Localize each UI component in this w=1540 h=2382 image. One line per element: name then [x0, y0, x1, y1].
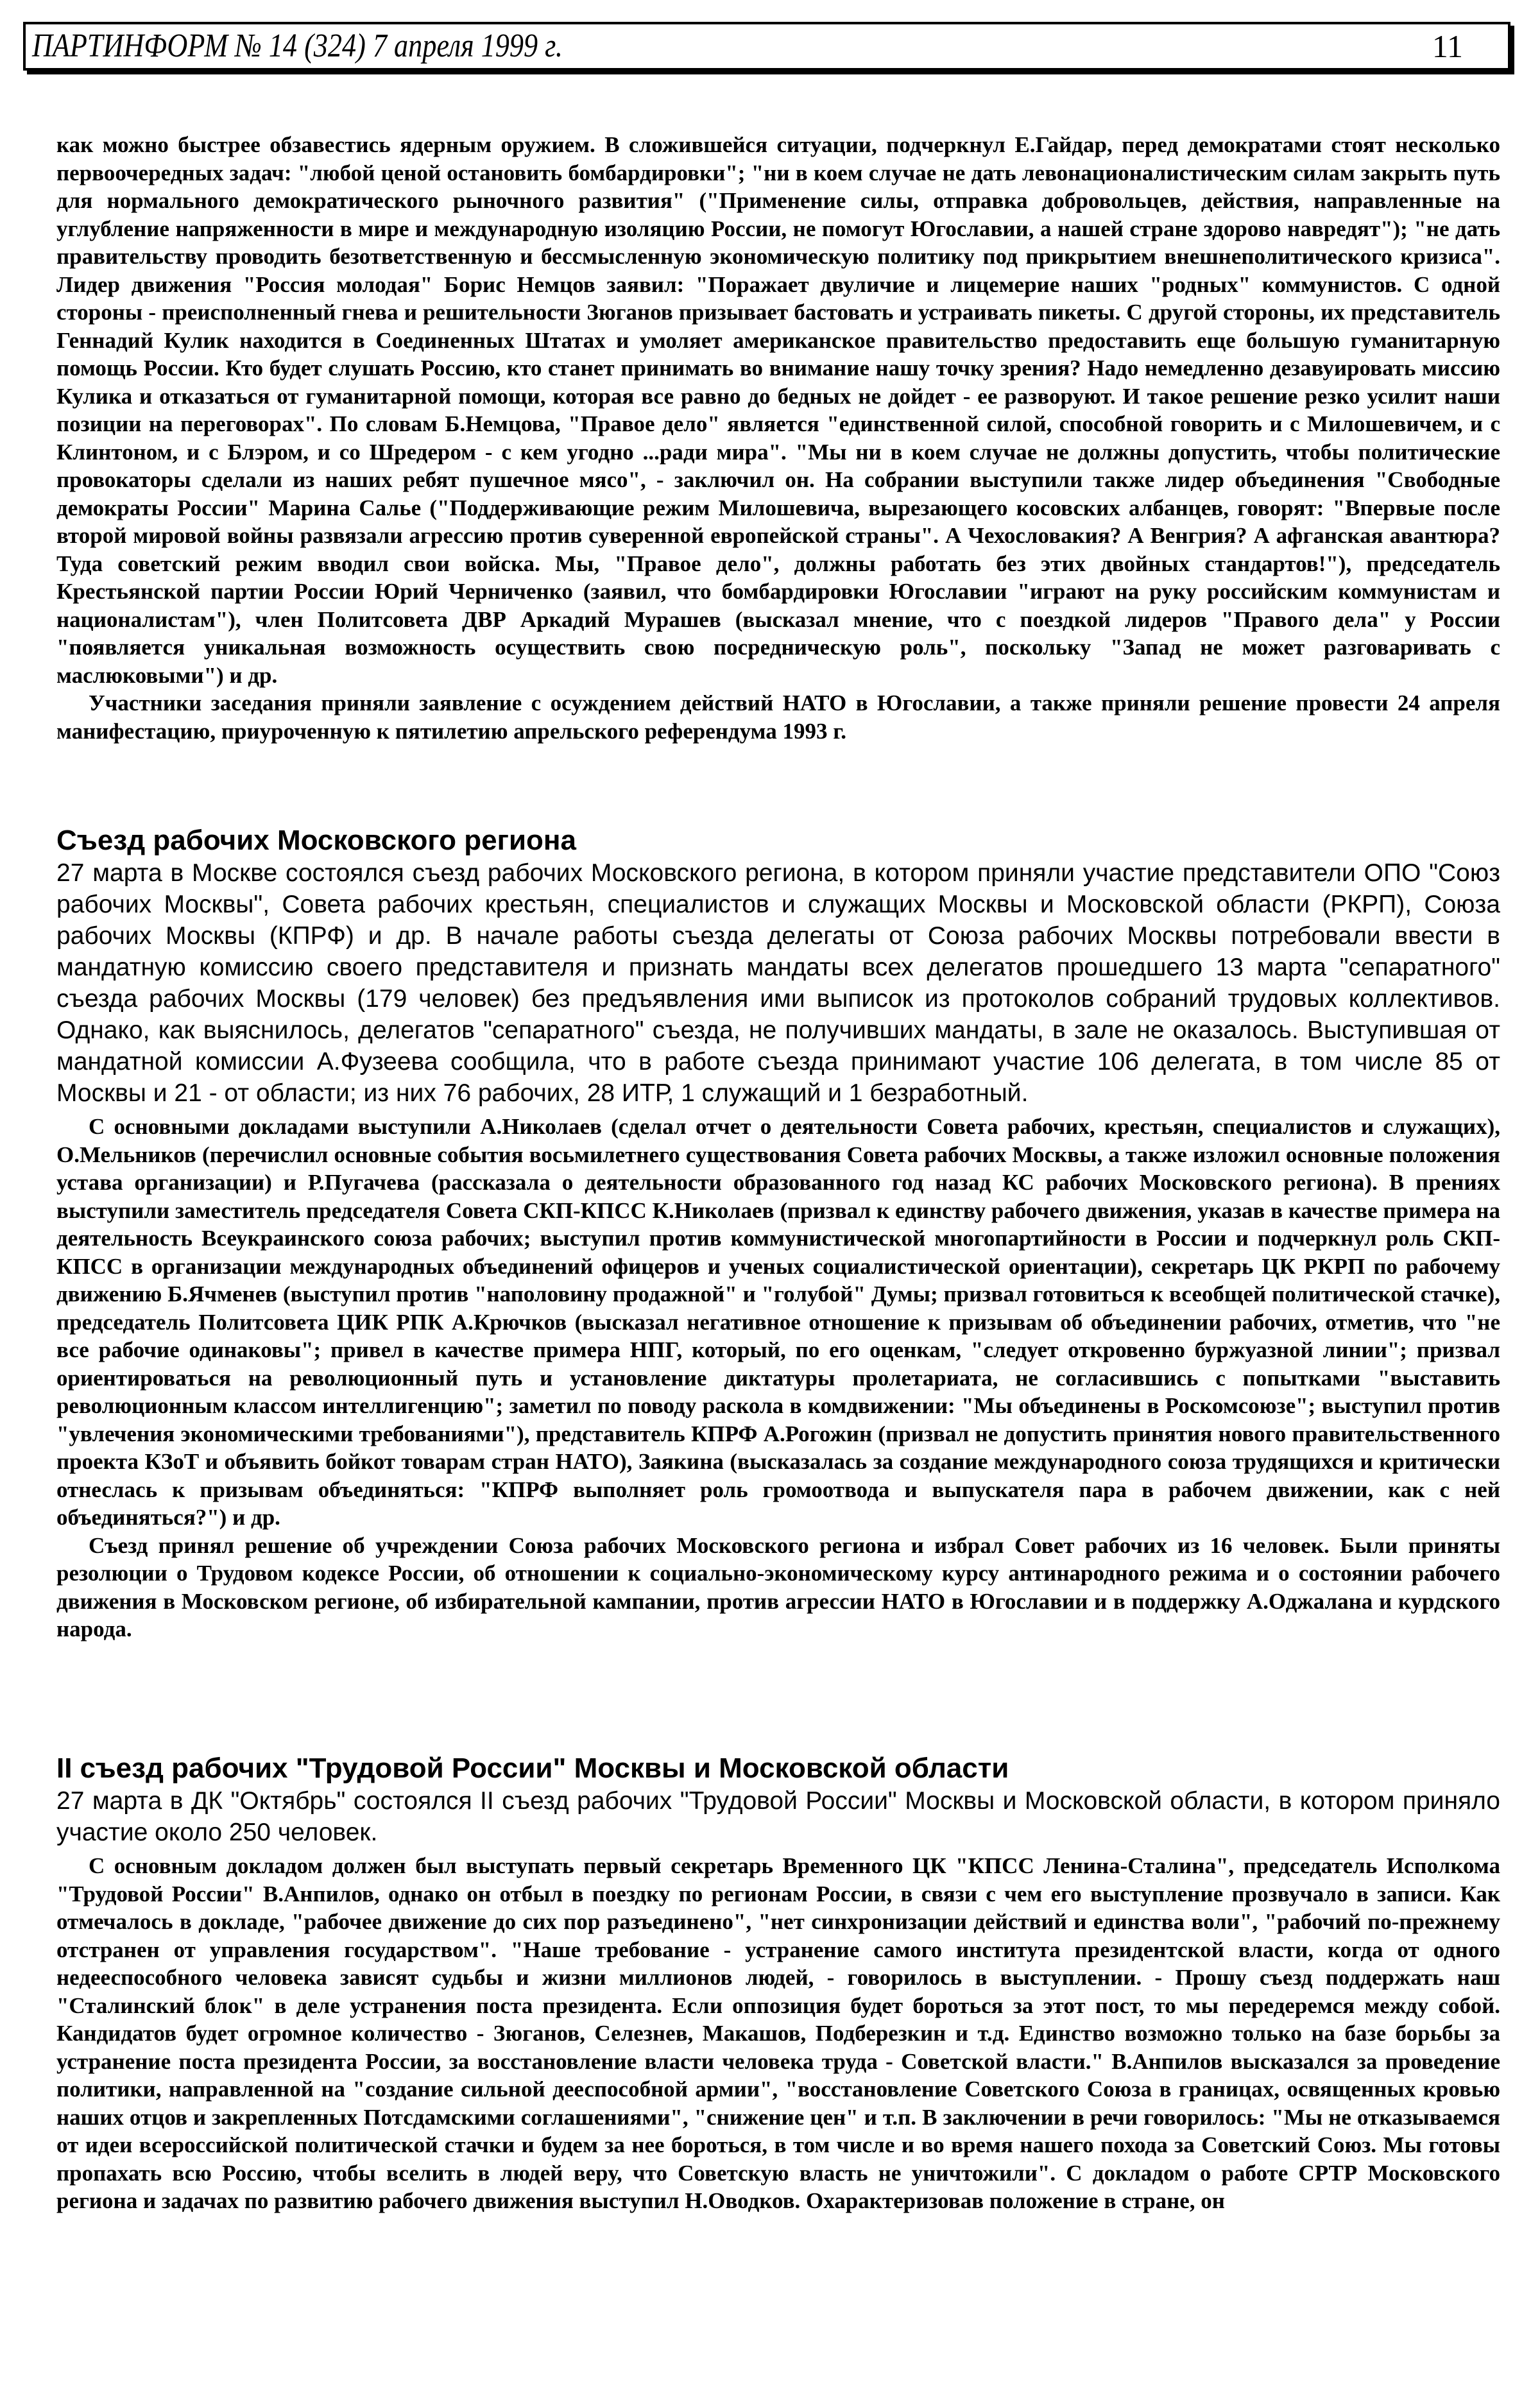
article-continuation: [56, 131, 1500, 745]
lead-paragraph: 27 марта в Москве состоялся съезд рабочих Московского региона, в котором приняли участие представители ОПО "Союз рабочих Москвы", Совета рабочих крестьян, специалистов и служащих Москвы и Московской области (РКРП), Союза рабочих Москвы (КПРФ) и др. В начале работы съезда делегаты от Союза рабочих Москвы потребовали ввести в мандатную комиссию своего представителя и признать мандаты всех делегатов прошедшего 13 марта "сепаратного" съезда рабочих Москвы (179 человек) без предъявления ими выписок из протоколов собраний трудовых коллективов. Однако, как выяснилось, делегатов "сепаратного" съезда, не получивших мандаты, в зале не оказалось. Выступившая от мандатной комиссии А.Фузеева сообщила, что в работе съезда принимают участие 106 делегата, в том числе 85 от Москвы и 21 - от области; из них 76 рабочих, 28 ИТР, 1 служащий и 1 безработный.: [56, 859, 1500, 1107]
page-header: [23, 22, 1510, 71]
article-heading: Съезд рабочих Московского региона: [56, 825, 576, 856]
publication-title: ПАРТИНФОРМ № 14 (324) 7 апреля 1999 г.: [32, 28, 563, 64]
lead-paragraph: 27 марта в ДК "Октябрь" состоялся II съезд рабочих "Трудовой России" Москвы и Московской области, в котором приняло участие около 250 человек.: [56, 1787, 1500, 1846]
article-moscow-workers-congress: [56, 824, 1500, 1643]
article-trudovaya-rossiya-congress: [56, 1752, 1500, 2215]
page-number: 11: [1432, 28, 1463, 64]
body-paragraph: Участники заседания приняли заявление с осуждением действий НАТО в Югославии, а также приняли решение провести 24 апреля манифестацию, приуроченную к пятилетию апрельского референдума 1993 г.: [56, 690, 1500, 744]
body-paragraph: С основными докладами выступили А.Николаев (сделал отчет о деятельности Совета рабочих, крестьян, специалистов и служащих), О.Мельников (перечислил основные события восьмилетнего существования Совета рабочих Москвы, а также изложил основные положения устава организации) и Р.Пугачева (рассказала о деятельности образованного год назад КС рабочих Московского региона). В прениях выступили заместитель председателя Совета СКП-КПСС К.Николаев (призвал к единству рабочего движения, указав в качестве примера на деятельность Всеукраинского союза рабочих; выступил против коммунистической многопартийности в России и подчеркнул роль СКП-КПСС в организации международных объединений офицеров и ученых социалистической ориентации), секретарь ЦК РКРП по рабочему движению Б.Ячменев (выступил против "наполовину продажной" и "голубой" Думы; призвал готовиться к всеобщей политической стачке), председатель Политсовета ЦИК РПК А.Крючков (высказал негативное отношение к призывам об объединении рабочих, отметив, что "не все рабочие одинаковы"; привел в качестве примера НПГ, который, по его оценкам, "следует откровенно буржуазной линии"; призвал ориентироваться на революционный путь и установление диктатуры пролетариата, не согласившись с попытками "выставить революционным классом интеллигенцию"; заметил по поводу раскола в комдвижении: "Мы объединены в Роскомсоюзе"; выступил против "увлечения экономическими требованиями"), представитель КПРФ А.Рогожин (призвал не допустить принятия нового правительственного проекта КЗоТ и объявить бойкот товарам стран НАТО), Заякина (высказалась за создание международного союза трудящихся и критически отнеслась к призывам объединяться: "КПРФ выполняет роль громоотвода и выпускателя пара в рабочем движении, как с ней объединяться?") и др.: [56, 1114, 1500, 1530]
body-paragraph: как можно быстрее обзавестись ядерным оружием. В сложившейся ситуации, подчеркнул Е.Гайдар, перед демократами стоят несколько первоочередных задач: "любой ценой остановить бомбардировки"; "ни в коем случае не дать левонационалистическим силам закрыть путь для нормального демократического рыночного развития" ("Применение силы, отправка добровольцев, действия, направленные на углубление напряженности в мире и международную изоляцию России, не помогут Югославии, а нашей стране здорово навредят"); "не дать правительству проводить безответственную и бессмысленную экономическую политику под прикрытием внешнеполитического кризиса". Лидер движения "Россия молодая" Борис Немцов заявил: "Поражает двуличие и лицемерие наших "родных" коммунистов. С одной стороны - преисполненный гнева и решительности Зюганов призывает бастовать и устраивать пикеты. С другой стороны, их представитель Геннадий Кулик находится в Соединенных Штатах и умоляет американское правительство предоставить еще большую гуманитарную помощь России. Кто будет слушать Россию, кто станет принимать во внимание нашу точку зрения? Надо немедленно дезавуировать миссию Кулика и отказаться от гуманитарной помощи, которая все равно до бедных не дойдет - ее разворуют. И такое решение резко усилит наши позиции на переговорах". По словам Б.Немцова, "Правое дело" является "единственной силой, способной говорить и с Милошевичем, и с Клинтоном, и с Блэром, и со Шредером - с кем угодно ...ради мира". "Мы ни в коем случае не должны допустить, чтобы политические провокаторы сделали из наших ребят пушечное мясо", - заключил он. На собрании выступили также лидер объединения "Свободные демократы России" Марина Салье ("Поддерживающие режим Милошевича, вырезающего косовских албанцев, говорят: "Впервые после второй мировой войны развязали агрессию против суверенной европейской страны". А Чехословакия? А Венгрия? А афганская авантюра? Туда советский режим вводил свои войска. Мы, "Правое дело", должны работать без этих двойных стандартов!"), председатель Крестьянской партии России Юрий Черниченко (заявил, что бомбардировки Югославии "играют на руку российским коммунистам и националистам"), член Политсовета ДВР Аркадий Мурашев (высказал мнение, что с поездкой лидеров "Правого дела" у России "появляется уникальная возможность осуществить свою посредническую роль", поскольку "Запад не может разговаривать с маслюковыми") и др.: [56, 132, 1500, 688]
body-paragraph: Съезд принял решение об учреждении Союза рабочих Московского региона и избрал Совет рабочих из 16 человек. Были приняты резолюции о Трудовом кодексе России, об отношении к социально-экономическому курсу антинародного режима и о состоянии рабочего движения в Московском регионе, об избирательной кампании, против агрессии НАТО в Югославии и в поддержку А.Оджалана и курдского народа.: [56, 1532, 1500, 1641]
body-paragraph: С основным докладом должен был выступать первый секретарь Временного ЦК "КПСС Ленина-Сталина", председатель Исполкома "Трудовой России" В.Анпилов, однако он отбыл в поездку по регионам России, в связи с чем его выступление прозвучало в записи. Как отмечалось в докладе, "рабочее движение до сих пор разъединено", "нет синхронизации действий и единства воли", "рабочий по-прежнему отстранен от управления государством". "Наше требование - устранение самого института президентской власти, когда от одного недееспособного человека зависят судьбы и жизни миллионов людей, - говорилось в выступлении. - Прошу съезд поддержать наш "Сталинский блок" в деле устранения поста президента. Если оппозиция будет бороться за этот пост, то мы передеремся между собой. Кандидатов будет огромное количество - Зюганов, Селезнев, Макашов, Подберезкин и т.д. Единство возможно только на базе борьбы за устранение поста президента России, за восстановление власти человека труда - Советской власти." В.Анпилов высказался за проведение политики, направленной на "создание сильной дееспособной армии", "восстановление Советского Союза в границах, освященных кровью наших отцов и закрепленных Потсдамскими соглашениями", "снижение цен" и т.п. В заключении в речи говорилось: "Мы не отказываемся от идеи всероссийской политической стачки и будем за нее бороться, в том числе и во время нашего похода за Советский Союз. Мы готовы пропахать всю Россию, чтобы вселить в людей веру, что Советскую власть не уничтожили". С докладом о работе СРТР Московского региона и задачах по развитию рабочего движения выступил Н.Оводков. Охарактеризовав положение в стране, он: [56, 1853, 1500, 2213]
article-heading: II съезд рабочих "Трудовой России" Москвы и Московской области: [56, 1752, 1009, 1784]
